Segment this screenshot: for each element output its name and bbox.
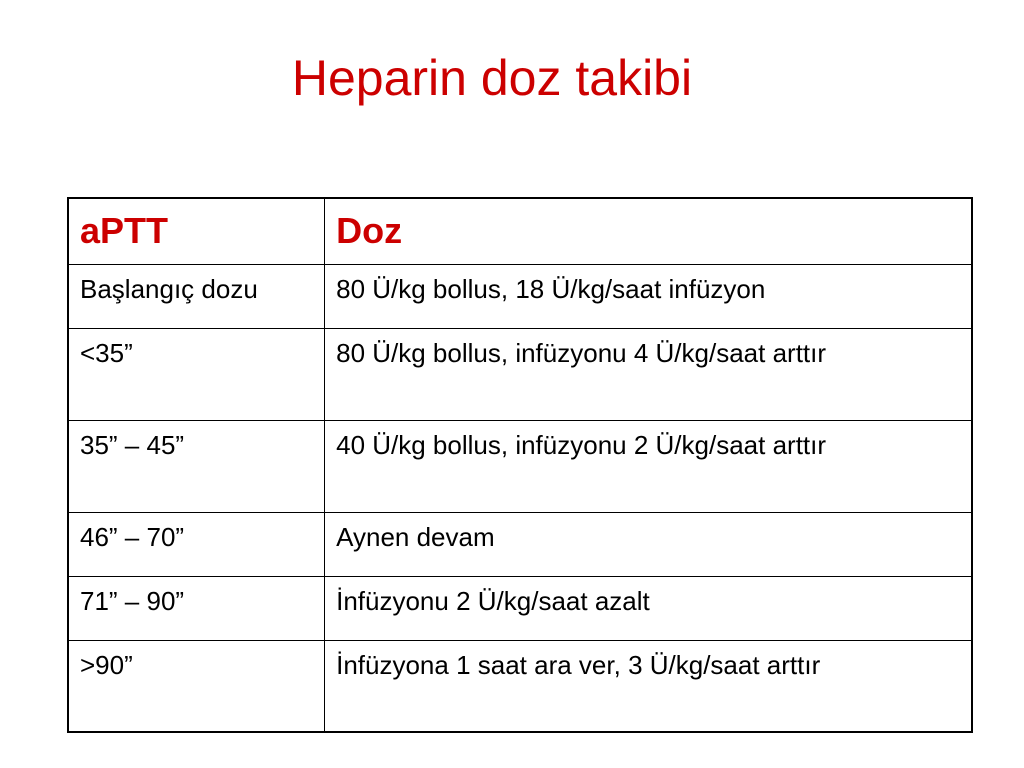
- heparin-dose-table: [67, 197, 973, 733]
- table-row: [68, 640, 972, 732]
- column-header-doz: Doz: [325, 198, 972, 264]
- aptt-cell: Başlangıç dozu: [68, 264, 325, 328]
- aptt-cell: 46” – 70”: [68, 512, 325, 576]
- aptt-cell: 35” – 45”: [68, 420, 325, 512]
- doz-cell: 80 Ü/kg bollus, 18 Ü/kg/saat infüzyon: [325, 264, 972, 328]
- table-row: [68, 420, 972, 512]
- doz-cell: İnfüzyona 1 saat ara ver, 3 Ü/kg/saat arttır: [325, 640, 972, 732]
- table-row: [68, 328, 972, 420]
- table-header-row: [68, 198, 972, 264]
- table-row: [68, 264, 972, 328]
- column-header-aptt: aPTT: [68, 198, 325, 264]
- aptt-cell: >90”: [68, 640, 325, 732]
- aptt-cell: 71” – 90”: [68, 576, 325, 640]
- doz-cell: 80 Ü/kg bollus, infüzyonu 4 Ü/kg/saat arttır: [325, 328, 972, 420]
- doz-cell: Aynen devam: [325, 512, 972, 576]
- page-title: Heparin doz takibi: [291, 50, 693, 106]
- table-row: [68, 576, 972, 640]
- doz-cell: 40 Ü/kg bollus, infüzyonu 2 Ü/kg/saat arttır: [325, 420, 972, 512]
- table-row: [68, 512, 972, 576]
- aptt-cell: <35”: [68, 328, 325, 420]
- doz-cell: İnfüzyonu 2 Ü/kg/saat azalt: [325, 576, 972, 640]
